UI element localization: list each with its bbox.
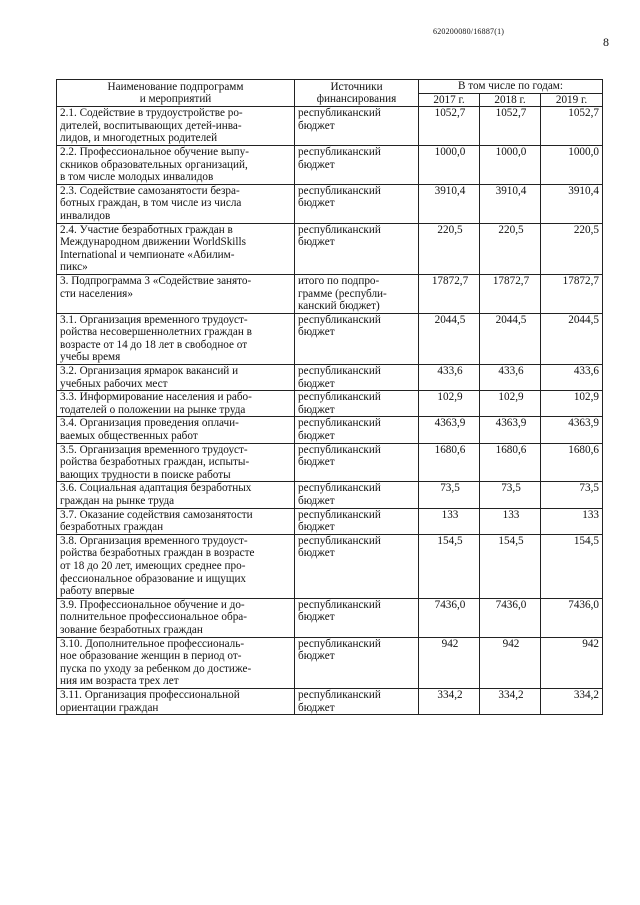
- header-name-line: и мероприятий: [139, 93, 212, 106]
- row-name-cell: [57, 223, 295, 274]
- row-name-line: 3.7. Оказание содействия самозанятости: [60, 508, 253, 521]
- row-name-line: 2.2. Профессиональное обучение выпу-: [60, 145, 249, 158]
- row-source-cell: [295, 534, 419, 598]
- row-name-line: ния им возраста трех лет: [60, 675, 179, 688]
- row-source-line: бюджет: [298, 495, 335, 507]
- row-name-line: ориентации граждан: [60, 701, 159, 714]
- row-source-line: бюджет: [298, 119, 335, 132]
- row-source-cell: [295, 274, 419, 313]
- row-value-2017: 1000,0: [419, 145, 480, 184]
- page-number: 8: [603, 35, 609, 49]
- row-value-2019: 102,9: [541, 391, 603, 417]
- row-source-cell: [295, 688, 419, 714]
- row-name-line: пикс»: [60, 261, 88, 274]
- row-name-line: безработных граждан: [60, 521, 164, 534]
- row-source-cell: [295, 637, 419, 688]
- row-name-line: 3.8. Организация временного трудоуст-: [60, 534, 248, 547]
- row-name-line: 3. Подпрограмма 3 «Содействие занято-: [60, 274, 252, 287]
- row-value-2017: 17872,7: [419, 274, 480, 313]
- row-source-line: республиканский: [298, 482, 381, 495]
- row-value-2019: 133: [541, 508, 603, 534]
- table-row: [57, 417, 603, 443]
- row-name-line: 3.9. Профессиональное обучение и до-: [60, 598, 245, 611]
- funding-table: [56, 79, 603, 715]
- row-value-2018: 133: [480, 508, 541, 534]
- row-source-line: республиканский: [298, 365, 381, 378]
- table-row: [57, 145, 603, 184]
- row-source-line: республиканский: [298, 223, 381, 236]
- header-source-column: [295, 80, 419, 107]
- row-value-2018: 3910,4: [480, 184, 541, 223]
- row-source-line: бюджет: [298, 236, 335, 249]
- row-value-2018: 154,5: [480, 534, 541, 598]
- row-source-line: канский бюджет): [298, 300, 380, 313]
- row-name-line: Международном движении WorldSkills: [60, 236, 246, 249]
- row-value-2017: 220,5: [419, 223, 480, 274]
- row-value-2017: 334,2: [419, 688, 480, 714]
- row-name-line: 3.1. Организация временного трудоуст-: [60, 313, 248, 326]
- row-value-2018: 73,5: [480, 482, 541, 508]
- row-source-line: республиканский: [298, 313, 381, 326]
- row-name-cell: [57, 145, 295, 184]
- row-name-line: от 18 до 20 лет, имеющих среднее про-: [60, 559, 246, 572]
- row-name-line: 3.2. Организация ярмарок вакансий и: [60, 365, 239, 378]
- row-name-cell: [57, 598, 295, 637]
- row-name-line: 3.4. Организация проведения оплачи-: [60, 417, 239, 430]
- row-source-cell: [295, 598, 419, 637]
- row-source-cell: [295, 443, 419, 482]
- row-value-2017: 154,5: [419, 534, 480, 598]
- row-value-2018: 17872,7: [480, 274, 541, 313]
- table-row: [57, 107, 603, 146]
- row-value-2017: 102,9: [419, 391, 480, 417]
- row-source-cell: [295, 391, 419, 417]
- header-year-2017: 2017 г.: [419, 93, 480, 107]
- row-source-line: бюджет: [298, 521, 335, 534]
- row-value-2018: 4363,9: [480, 417, 541, 443]
- row-value-2019: 1000,0: [541, 145, 603, 184]
- row-name-line: учебных рабочих мест: [60, 377, 168, 390]
- row-source-line: республиканский: [298, 184, 381, 197]
- table-row: [57, 598, 603, 637]
- row-value-2017: 73,5: [419, 482, 480, 508]
- row-source-line: итого по подпро-: [298, 274, 380, 287]
- header-name-line: Наименование подпрограмм: [107, 80, 244, 93]
- table-row: [57, 482, 603, 508]
- row-name-cell: [57, 534, 295, 598]
- row-value-2017: 433,6: [419, 365, 480, 391]
- table-row: [57, 508, 603, 534]
- row-source-cell: [295, 365, 419, 391]
- row-source-line: бюджет: [298, 701, 335, 714]
- table-row: [57, 184, 603, 223]
- header-year-2019: 2019 г.: [541, 93, 603, 107]
- row-value-2019: 73,5: [541, 482, 603, 508]
- row-name-line: 2.4. Участие безработных граждан в: [60, 223, 233, 236]
- row-name-line: ботных граждан, в том числе из числа: [60, 197, 242, 210]
- table-row: [57, 313, 603, 364]
- row-source-line: грамме (республи-: [298, 287, 387, 300]
- row-value-2017: 133: [419, 508, 480, 534]
- row-source-cell: [295, 313, 419, 364]
- row-name-line: лидов, и многодетных родителей: [60, 132, 218, 145]
- row-name-line: 3.6. Социальная адаптация безработных: [60, 482, 252, 495]
- row-source-cell: [295, 184, 419, 223]
- row-source-line: республиканский: [298, 637, 381, 650]
- table-row: [57, 688, 603, 714]
- table-body: [57, 107, 603, 715]
- row-source-line: республиканский: [298, 107, 381, 120]
- row-name-cell: [57, 508, 295, 534]
- row-value-2018: 942: [480, 637, 541, 688]
- row-name-line: зование безработных граждан: [60, 623, 203, 636]
- header-row-top: [57, 80, 603, 94]
- row-value-2018: 2044,5: [480, 313, 541, 364]
- table-row: [57, 534, 603, 598]
- row-value-2018: 220,5: [480, 223, 541, 274]
- row-source-line: бюджет: [298, 326, 335, 339]
- row-name-cell: [57, 391, 295, 417]
- row-name-line: пуска по уходу за ребенком до достиже-: [60, 662, 252, 675]
- row-source-line: республиканский: [298, 391, 381, 404]
- row-name-line: полнительное профессиональное обра-: [60, 611, 247, 624]
- row-value-2017: 2044,5: [419, 313, 480, 364]
- row-name-line: International и чемпионате «Абилим-: [60, 248, 235, 261]
- row-source-line: республиканский: [298, 598, 381, 611]
- row-name-cell: [57, 637, 295, 688]
- table-row: [57, 223, 603, 274]
- row-source-cell: [295, 508, 419, 534]
- row-value-2019: 154,5: [541, 534, 603, 598]
- row-source-line: республиканский: [298, 145, 381, 158]
- row-source-line: республиканский: [298, 443, 381, 456]
- row-value-2017: 942: [419, 637, 480, 688]
- row-source-cell: [295, 107, 419, 146]
- table-header: [57, 80, 603, 107]
- row-source-line: бюджет: [298, 430, 335, 443]
- row-source-line: бюджет: [298, 197, 335, 210]
- row-value-2019: 1680,6: [541, 443, 603, 482]
- row-name-line: граждан на рынке труда: [60, 495, 175, 507]
- row-source-line: бюджет: [298, 611, 335, 624]
- row-name-line: в том числе молодых инвалидов: [60, 171, 214, 184]
- row-value-2017: 4363,9: [419, 417, 480, 443]
- row-name-line: 3.3. Информирование населения и рабо-: [60, 391, 252, 404]
- row-name-line: тодателей о положении на рынке труда: [60, 403, 246, 416]
- row-name-cell: [57, 417, 295, 443]
- row-value-2019: 334,2: [541, 688, 603, 714]
- row-value-2019: 17872,7: [541, 274, 603, 313]
- row-name-cell: [57, 184, 295, 223]
- row-value-2019: 4363,9: [541, 417, 603, 443]
- row-name-line: ное образование женщин в период от-: [60, 650, 242, 663]
- row-source-line: бюджет: [298, 403, 335, 416]
- row-value-2018: 1680,6: [480, 443, 541, 482]
- row-source-line: бюджет: [298, 377, 335, 390]
- row-source-line: бюджет: [298, 650, 335, 663]
- row-name-cell: [57, 443, 295, 482]
- row-name-line: работу впервые: [60, 585, 135, 598]
- header-source-line: Источники: [330, 80, 383, 93]
- row-value-2018: 7436,0: [480, 598, 541, 637]
- row-name-line: 2.3. Содействие самозанятости безра-: [60, 184, 240, 197]
- row-value-2018: 334,2: [480, 688, 541, 714]
- row-name-line: ваемых общественных работ: [60, 430, 198, 443]
- row-value-2017: 1680,6: [419, 443, 480, 482]
- row-source-line: республиканский: [298, 534, 381, 547]
- row-value-2019: 942: [541, 637, 603, 688]
- row-source-line: бюджет: [298, 158, 335, 171]
- row-source-line: бюджет: [298, 456, 335, 469]
- row-value-2019: 220,5: [541, 223, 603, 274]
- row-name-line: учебы время: [60, 351, 121, 364]
- row-name-cell: [57, 482, 295, 508]
- row-name-line: 3.5. Организация временного трудоуст-: [60, 443, 248, 456]
- row-value-2017: 7436,0: [419, 598, 480, 637]
- row-value-2019: 2044,5: [541, 313, 603, 364]
- row-name-line: ройства безработных граждан в возрасте: [60, 547, 255, 560]
- row-value-2019: 1052,7: [541, 107, 603, 146]
- row-source-cell: [295, 417, 419, 443]
- table-row: [57, 443, 603, 482]
- row-source-line: республиканский: [298, 688, 381, 701]
- table-row: [57, 637, 603, 688]
- table-row: [57, 274, 603, 313]
- row-value-2018: 1000,0: [480, 145, 541, 184]
- row-name-cell: [57, 274, 295, 313]
- row-value-2017: 3910,4: [419, 184, 480, 223]
- row-source-cell: [295, 145, 419, 184]
- row-name-cell: [57, 313, 295, 364]
- row-value-2019: 3910,4: [541, 184, 603, 223]
- row-name-line: фессиональное образование и ищущих: [60, 572, 247, 585]
- row-value-2018: 433,6: [480, 365, 541, 391]
- row-source-cell: [295, 482, 419, 508]
- row-source-line: республиканский: [298, 417, 381, 430]
- row-name-cell: [57, 688, 295, 714]
- row-name-line: ройства безработных граждан, испыты-: [60, 456, 250, 469]
- row-name-cell: [57, 365, 295, 391]
- header-source-line: финансирования: [316, 93, 397, 106]
- row-value-2018: 1052,7: [480, 107, 541, 146]
- row-value-2018: 102,9: [480, 391, 541, 417]
- row-name-line: 3.10. Дополнительное профессиональ-: [60, 637, 245, 650]
- row-name-cell: [57, 107, 295, 146]
- row-name-line: 3.11. Организация профессиональной: [60, 688, 240, 701]
- row-name-line: ройства несовершеннолетних граждан в: [60, 326, 252, 339]
- header-name-column: [57, 80, 295, 107]
- row-source-line: бюджет: [298, 547, 335, 560]
- row-name-line: вающих трудности в поиске работы: [60, 468, 231, 481]
- table-row: [57, 391, 603, 417]
- row-value-2017: 1052,7: [419, 107, 480, 146]
- document-code: 620200080/16887(1): [433, 27, 505, 36]
- row-name-line: сти населения»: [60, 287, 133, 300]
- row-value-2019: 433,6: [541, 365, 603, 391]
- row-value-2019: 7436,0: [541, 598, 603, 637]
- row-source-line: республиканский: [298, 508, 381, 521]
- row-source-cell: [295, 223, 419, 274]
- row-name-line: инвалидов: [60, 209, 111, 222]
- header-year-2018: 2018 г.: [480, 93, 541, 107]
- row-name-line: 2.1. Содействие в трудоустройстве ро-: [60, 107, 243, 120]
- header-years-group: В том числе по годам:: [419, 80, 603, 94]
- row-name-line: возрасте от 14 до 18 лет в свободное от: [60, 338, 248, 351]
- table-row: [57, 365, 603, 391]
- row-name-line: дителей, воспитывающих детей-инва-: [60, 119, 242, 132]
- row-name-line: скников образовательных организаций,: [60, 158, 248, 171]
